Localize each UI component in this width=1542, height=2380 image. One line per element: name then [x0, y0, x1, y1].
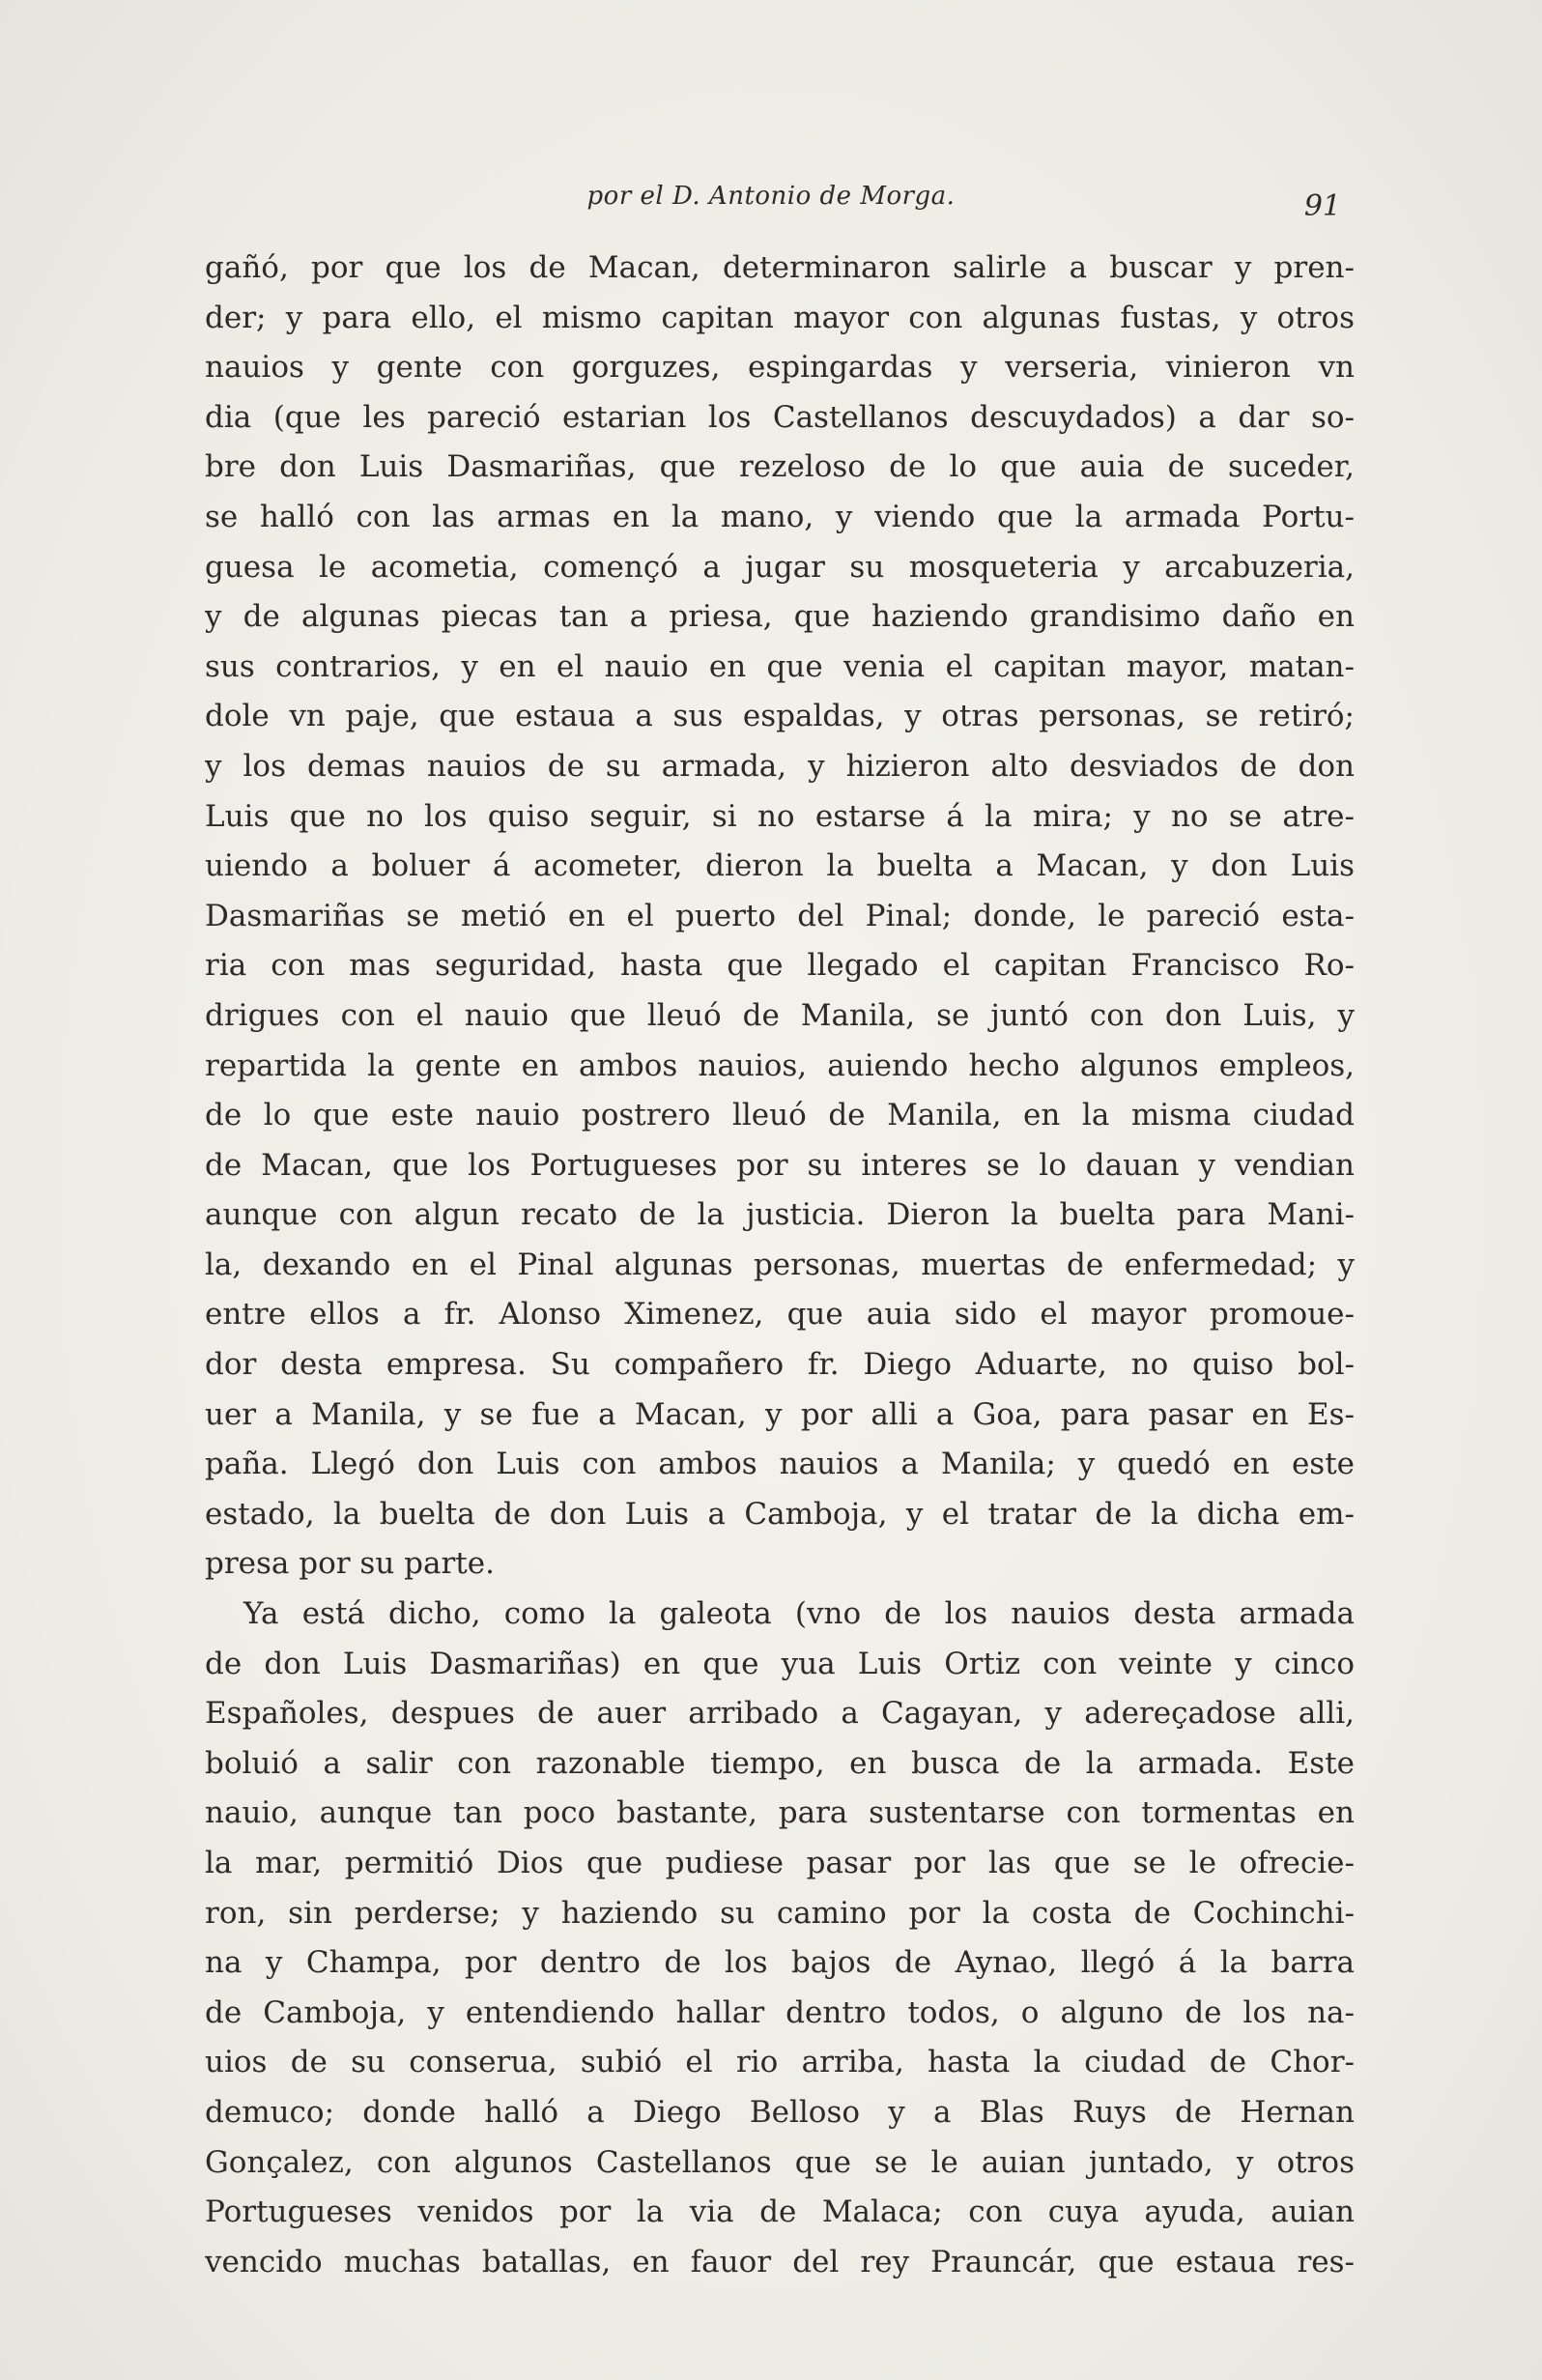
- text-line: nauios y gente con gorguzes, espingardas y verseria, vinieron vn: [205, 350, 1355, 386]
- text-line: Gonçalez, con algunos Castellanos que se le auian juntado, y otros: [205, 2144, 1355, 2180]
- text-line: bre don Luis Dasmariñas, que rezeloso de lo que auia de suceder,: [205, 449, 1355, 485]
- text-line: dole vn paje, que estaua a sus espaldas, y otras personas, se retiró;: [205, 699, 1355, 734]
- running-title: por el D. Antonio de Morga.: [586, 182, 956, 211]
- text-line: paña. Llegó don Luis con ambos nauios a Manila; y quedó en este: [205, 1447, 1355, 1482]
- text-line: gañó, por que los de Macan, determinaron salirle a buscar y pren-: [205, 250, 1355, 285]
- text-line: dor desta empresa. Su compañero fr. Diego Aduarte, no quiso bol-: [205, 1347, 1355, 1383]
- text-line: entre ellos a fr. Alonso Ximenez, que auia sido el mayor promoue-: [205, 1297, 1355, 1333]
- text-line: estado, la buelta de don Luis a Camboja, y el tratar de la dicha em-: [205, 1496, 1355, 1532]
- text-line: Luis que no los quiso seguir, si no estarse á la mira; y no se atre-: [205, 798, 1355, 834]
- text-line: de Macan, que los Portugueses por su interes se lo dauan y vendian: [205, 1147, 1355, 1183]
- running-head: [193, 176, 1349, 224]
- text-line: repartida la gente en ambos nauios, auiendo hecho algunos empleos,: [205, 1047, 1355, 1083]
- text-line: de lo que este nauio postrero lleuó de Manila, en la misma ciudad: [205, 1098, 1355, 1133]
- paragraph-1: [205, 244, 1355, 1590]
- text-line: Dasmariñas se metió en el puerto del Pinal; donde, le pareció esta-: [205, 898, 1355, 933]
- text-line: drigues con el nauio que lleuó de Manila, se juntó con don Luis, y: [205, 997, 1355, 1033]
- text-line: aunque con algun recato de la justicia. Dieron la buelta para Mani-: [205, 1197, 1355, 1233]
- text-line: uios de su conserua, subió el rio arriba, hasta la ciudad de Chor-: [205, 2045, 1355, 2080]
- text-line: y los demas nauios de su armada, y hizieron alto desviados de don: [205, 748, 1355, 784]
- text-line: ria con mas seguridad, hasta que llegado el capitan Francisco Ro-: [205, 948, 1355, 984]
- text-line: se halló con las armas en la mano, y viendo que la armada Portu-: [205, 499, 1355, 534]
- text-line: la mar, permitió Dios que pudiese pasar por las que se le ofrecie-: [205, 1846, 1355, 1880]
- text-line: dia (que les pareció estarian los Castellanos descuydados) a dar so-: [205, 399, 1355, 435]
- text-line: uer a Manila, y se fue a Macan, y por alli a Goa, para pasar en Es-: [205, 1396, 1355, 1432]
- text-line: la, dexando en el Pinal algunas personas, muertas de enfermedad; y: [205, 1247, 1355, 1282]
- text-line: ron, sin perderse; y haziendo su camino por la costa de Cochinchi-: [205, 1895, 1355, 1931]
- text-line: na y Champa, por dentro de los bajos de Aynao, llegó á la barra: [205, 1945, 1355, 1981]
- text-line: Portugueses venidos por la via de Malaca; con cuya ayuda, auian: [205, 2194, 1355, 2230]
- text-line: uiendo a boluer á acometer, dieron la buelta a Macan, y don Luis: [205, 848, 1355, 884]
- paragraph-2: [205, 1590, 1355, 2287]
- text-line: nauio, aunque tan poco bastante, para sustentarse con tormentas en: [205, 1795, 1355, 1831]
- text-line: presa por su parte.: [205, 1546, 495, 1582]
- text-line: guesa le acometia, començó a jugar su mosqueteria y arcabuzeria,: [205, 549, 1355, 585]
- page-number: 91: [1303, 189, 1341, 223]
- text-line: de don Luis Dasmariñas) en que yua Luis Ortiz con veinte y cinco: [205, 1646, 1355, 1681]
- text-line: boluió a salir con razonable tiempo, en busca de la armada. Este: [205, 1745, 1355, 1781]
- text-line: Ya está dicho, como la galeota (vno de los nauios desta armada: [243, 1596, 1355, 1632]
- text-line: der; y para ello, el mismo capitan mayor con algunas fustas, y otros: [205, 300, 1355, 335]
- text-line: Españoles, despues de auer arribado a Cagayan, y adereçadose alli,: [205, 1696, 1355, 1732]
- text-line: sus contrarios, y en el nauio en que venia el capitan mayor, matan-: [205, 648, 1355, 684]
- text-line: de Camboja, y entendiendo hallar dentro todos, o alguno de los na-: [205, 1994, 1355, 2030]
- body-text: [205, 244, 1355, 2287]
- text-line: demuco; donde halló a Diego Belloso y a Blas Ruys de Hernan: [205, 2094, 1355, 2130]
- text-line: y de algunas piecas tan a priesa, que haziendo grandisimo daño en: [205, 599, 1355, 635]
- text-line: vencido muchas batallas, en fauor del rey Prauncár, que estaua res-: [205, 2244, 1355, 2280]
